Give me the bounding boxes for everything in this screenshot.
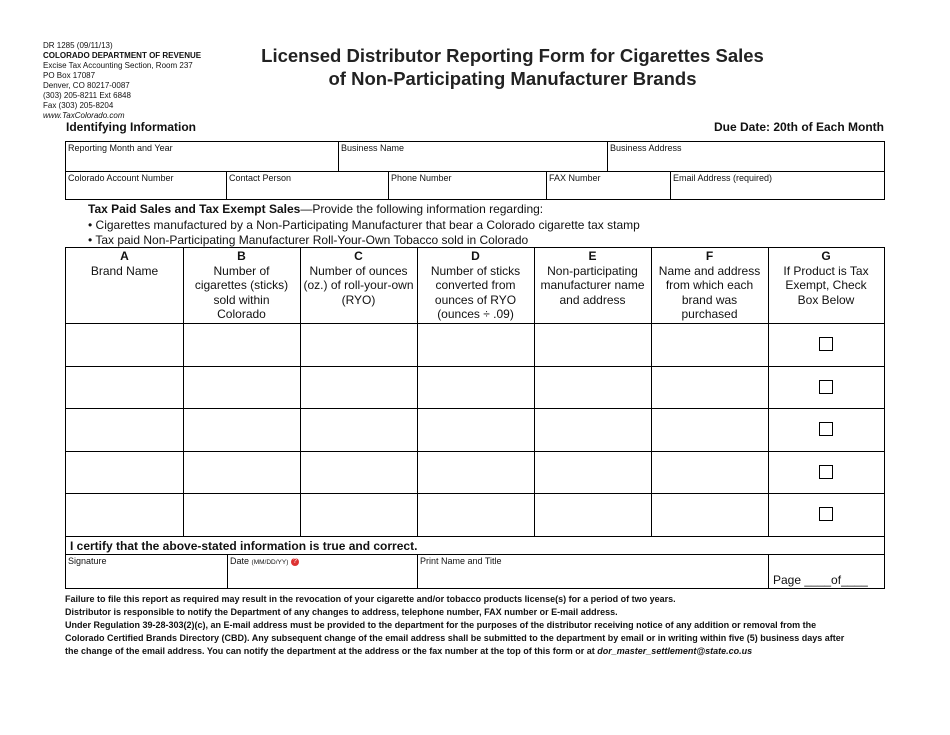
- column-header-f: [651, 248, 768, 322]
- column-header-line: Name and address: [658, 263, 761, 278]
- column-header-a: [66, 248, 183, 278]
- column-letter: C: [354, 249, 363, 263]
- field-label: Business Address: [610, 143, 682, 153]
- column-header-e: [534, 248, 651, 307]
- field-label: Signature: [68, 556, 107, 566]
- field-label: FAX Number: [549, 173, 601, 183]
- due-date: Due Date: 20th of Each Month: [713, 120, 884, 134]
- agency-block: [43, 41, 201, 121]
- identifying-info-grid: [65, 141, 885, 200]
- address-line: Excise Tax Accounting Section, Room 237: [43, 61, 193, 70]
- website-link[interactable]: www.TaxColorado.com: [43, 111, 125, 120]
- column-header-line: and address: [559, 292, 626, 307]
- column-header-line: If Product is Tax: [783, 263, 869, 278]
- instruction-bullet: • Tax paid Non-Participating Manufacturer Roll-Your-Own Tobacco sold in Colorado: [88, 233, 529, 247]
- regulation-last: [65, 645, 885, 658]
- column-header-line: converted from: [435, 278, 516, 292]
- phone-number-field[interactable]: [389, 172, 546, 200]
- column-header-line: sold within: [213, 292, 270, 307]
- column-header-line: Colorado: [217, 307, 266, 321]
- regulation-line: Under Regulation 39-28-303(2)(c), an E-mail address must be provided to the department for the purposes of the distributor receiving notice of any addition or removal from the: [65, 620, 817, 630]
- tax-exempt-checkbox[interactable]: [819, 337, 833, 351]
- instructions: [88, 202, 640, 249]
- tax-exempt-checkbox[interactable]: [819, 380, 833, 394]
- column-header-line: (oz.) of roll-your-own: [303, 278, 414, 292]
- email-link[interactable]: dor_master_settlement@state.co.us: [597, 646, 753, 656]
- field-label: Email Address (required): [673, 173, 773, 183]
- sales-table: [65, 247, 885, 537]
- column-header-line: (RYO): [341, 292, 376, 307]
- column-header-line: Box Below: [797, 292, 855, 307]
- note-line: Distributor is responsible to notify the Department of any changes to address, telephone number, FAX number or E-mail address.: [65, 607, 618, 617]
- account-number-field[interactable]: [66, 172, 226, 200]
- column-header-line: Brand Name: [90, 263, 159, 278]
- column-header-line: Exempt, Check: [785, 278, 867, 292]
- date-field[interactable]: [228, 555, 417, 588]
- tax-exempt-checkbox[interactable]: [819, 465, 833, 479]
- certification-block: [65, 536, 885, 589]
- column-letter: B: [237, 249, 246, 263]
- print-name-field[interactable]: [418, 555, 768, 588]
- date-format: (MM/DD/YY): [251, 559, 289, 566]
- address-line: (303) 205-8211 Ext 6848: [43, 91, 131, 100]
- identifying-info-heading: Identifying Information: [66, 120, 196, 134]
- field-label: Contact Person: [229, 173, 292, 183]
- title-line-2: of Non-Participating Manufacturer Brands: [328, 68, 697, 89]
- column-header-line: from which each: [665, 278, 754, 292]
- field-label: Colorado Account Number: [68, 173, 174, 183]
- address-line: PO Box 17087: [43, 71, 96, 80]
- column-header-d: [417, 248, 534, 322]
- help-icon[interactable]: ?: [291, 558, 299, 566]
- tax-exempt-checkbox[interactable]: [819, 422, 833, 436]
- column-header-line: ounces of RYO: [434, 292, 517, 307]
- column-header-line: manufacturer name: [540, 278, 645, 292]
- instructions-heading-rest: —Provide the following information regarding:: [300, 202, 544, 216]
- table-row[interactable]: [66, 324, 884, 366]
- column-header-b: [183, 248, 300, 322]
- table-row[interactable]: [66, 494, 884, 536]
- table-row[interactable]: [66, 409, 884, 451]
- page-number-field[interactable]: Page ____of____: [773, 573, 868, 587]
- column-header-line: Number of ounces: [309, 263, 408, 278]
- address-line: Fax (303) 205-8204: [43, 101, 114, 110]
- column-header-line: brand was: [681, 292, 738, 307]
- column-letter: D: [471, 249, 480, 263]
- column-letter: G: [821, 249, 831, 263]
- regulation-line: the change of the email address. You can notify the department at the address or the fax number at the top of this form or at: [65, 646, 595, 656]
- business-name-field[interactable]: [339, 142, 607, 171]
- reporting-month-field[interactable]: [66, 142, 338, 171]
- fax-number-field[interactable]: [547, 172, 670, 200]
- field-label: Phone Number: [391, 173, 452, 183]
- title-line-1: Licensed Distributor Reporting Form for Cigarettes Sales: [261, 45, 764, 66]
- email-address-field[interactable]: [671, 172, 884, 200]
- regulation-line: Colorado Certified Brands Directory (CBD). Any subsequent change of the email address shall be submitted to the department by email or in writing within five (5) business days after: [65, 633, 845, 643]
- column-header-line: cigarettes (sticks): [194, 278, 289, 292]
- field-label: Business Name: [341, 143, 405, 153]
- table-row[interactable]: [66, 367, 884, 408]
- certify-divider: [768, 554, 769, 588]
- note-line: Failure to file this report as required may result in the revocation of your cigarette and/or tobacco products license(s) for a period of two years.: [65, 594, 676, 604]
- instructions-heading: [88, 202, 640, 218]
- form-id: DR 1285 (09/11/13): [43, 41, 113, 50]
- page-title: [210, 44, 815, 90]
- field-label: Print Name and Title: [420, 556, 502, 566]
- notes: [65, 593, 885, 658]
- instruction-bullet: • Cigarettes manufactured by a Non-Participating Manufacturer that bear a Colorado cigarette tax stamp: [88, 217, 640, 232]
- column-header-line: Number of: [213, 263, 270, 278]
- column-letter: F: [705, 249, 714, 263]
- tax-exempt-checkbox[interactable]: [819, 507, 833, 521]
- table-row[interactable]: [66, 452, 884, 493]
- column-header-g: [768, 248, 884, 307]
- column-header-line: Non-participating: [547, 263, 638, 278]
- address-line: Denver, CO 80217-0087: [43, 81, 130, 90]
- column-letter: E: [588, 249, 597, 263]
- agency-name: COLORADO DEPARTMENT OF REVENUE: [43, 51, 202, 60]
- contact-person-field[interactable]: [227, 172, 388, 200]
- certify-statement: I certify that the above-stated information is true and correct.: [70, 539, 418, 553]
- field-label: [230, 556, 299, 566]
- column-header-line: (ounces ÷ .09): [437, 307, 514, 321]
- date-label: Date: [230, 556, 250, 566]
- column-header-line: purchased: [681, 307, 738, 321]
- business-address-field[interactable]: [608, 142, 884, 171]
- column-header-line: Number of sticks: [430, 263, 521, 278]
- column-letter: A: [120, 249, 129, 263]
- field-label: Reporting Month and Year: [68, 143, 173, 153]
- instructions-heading-bold: Tax Paid Sales and Tax Exempt Sales: [88, 202, 301, 216]
- signature-field[interactable]: [66, 555, 227, 588]
- column-header-c: [300, 248, 417, 307]
